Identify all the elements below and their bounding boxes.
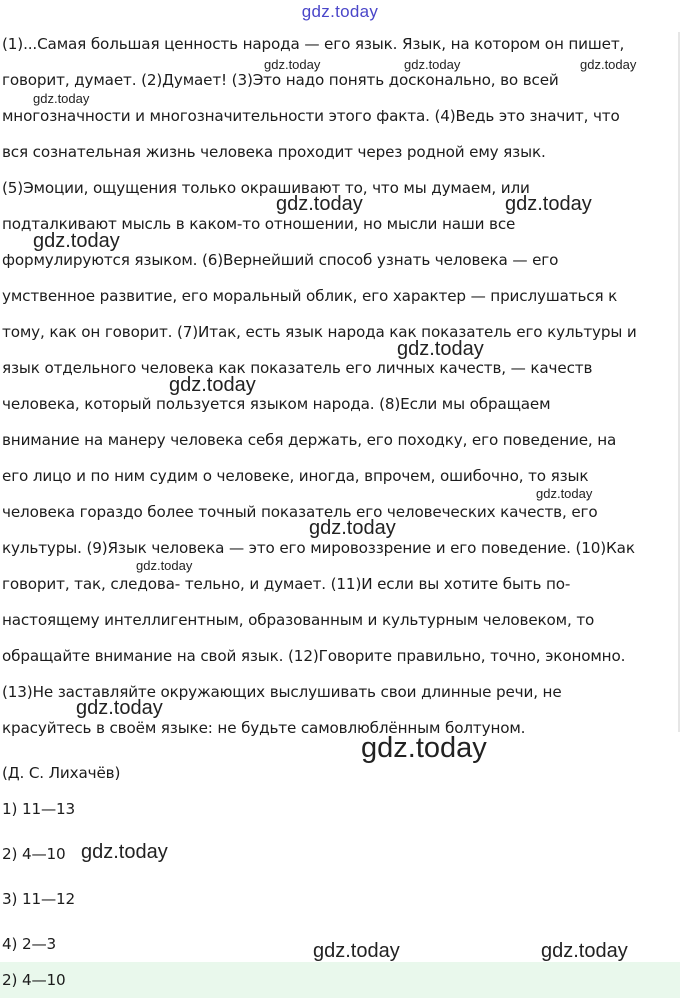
watermark: gdz.today bbox=[580, 57, 637, 72]
watermark: gdz.today bbox=[136, 558, 193, 573]
correct-answer-box bbox=[0, 962, 680, 998]
watermark: gdz.today bbox=[404, 57, 461, 72]
option-1: 1) 11—13 bbox=[2, 800, 76, 818]
watermark: gdz.today bbox=[169, 374, 256, 396]
passage-line: обращайте внимание на свой язык. (12)Говорите правильно, точно, экономно. bbox=[2, 647, 626, 665]
watermark: gdz.today bbox=[81, 841, 168, 863]
passage-line: формулируются языком. (6)Вернейший способ узнать человека — его bbox=[2, 251, 559, 269]
passage-line: (5)Эмоции, ощущения только окрашивают то, что мы думаем, или bbox=[2, 179, 530, 197]
passage-line: говорит, так, следова- тельно, и думает. (11)И если вы хотите быть по- bbox=[2, 575, 571, 593]
passage-line: тому, как он говорит. (7)Итак, есть язык народа как показатель его культуры и bbox=[2, 323, 637, 341]
watermark: gdz.today bbox=[309, 517, 396, 539]
watermark: gdz.today bbox=[76, 697, 163, 719]
watermark: gdz.today bbox=[397, 338, 484, 360]
correct-answer-label: 2) 4—10 bbox=[2, 971, 66, 989]
option-2: 2) 4—10 bbox=[2, 845, 66, 863]
passage-author: (Д. С. Лихачёв) bbox=[2, 764, 121, 782]
watermark: gdz.today bbox=[264, 57, 321, 72]
passage-line: внимание на манеру человека себя держать, его походку, его поведение, на bbox=[2, 431, 617, 449]
option-4: 4) 2—3 bbox=[2, 935, 57, 953]
passage-line: вся сознательная жизнь человека проходит через родной ему язык. bbox=[2, 143, 546, 161]
passage-line: человека, который пользуется языком народа. (8)Если мы обращаем bbox=[2, 395, 551, 413]
passage-line: подталкивают мысль в каком-то отношении, но мысли наши все bbox=[2, 215, 516, 233]
watermark: gdz.today bbox=[313, 940, 400, 962]
passage-line: (13)Не заставляйте окружающих выслушивать свои длинные речи, не bbox=[2, 683, 562, 701]
passage-line: (1)...Самая большая ценность народа — его язык. Язык, на котором он пишет, bbox=[2, 35, 625, 53]
passage-line: его лицо и по ним судим о человеке, иногда, впрочем, ошибочно, то язык bbox=[2, 467, 589, 485]
passage-line: настоящему интеллигентным, образованным и культурным человеком, то bbox=[2, 611, 595, 629]
passage-line: красуйтесь в своём языке: не будьте самовлюблённым болтуном. bbox=[2, 719, 526, 737]
watermark: gdz.today bbox=[276, 193, 363, 215]
watermark: gdz.today bbox=[536, 486, 593, 501]
watermark: gdz.today bbox=[33, 230, 120, 252]
passage-line: говорит, думает. (2)Думает! (3)Это надо понять досконально, во всей bbox=[2, 71, 559, 89]
passage-line: культуры. (9)Язык человека — это его мировоззрение и его поведение. (10)Как bbox=[2, 539, 635, 557]
site-logo[interactable]: gdz.today bbox=[301, 2, 379, 21]
passage-line: умственное развитие, его моральный облик, его характер — прислушаться к bbox=[2, 287, 618, 305]
option-3: 3) 11—12 bbox=[2, 890, 76, 908]
passage-line: язык отдельного человека как показатель его личных качеств, — качеств bbox=[2, 359, 593, 377]
watermark: gdz.today bbox=[541, 940, 628, 962]
passage-line: человека гораздо более точный показатель его человеческих качеств, его bbox=[2, 503, 598, 521]
passage-line: многозначности и многозначительности этого факта. (4)Ведь это значит, что bbox=[2, 107, 620, 125]
watermark: gdz.today bbox=[505, 193, 592, 215]
watermark: gdz.today bbox=[361, 732, 487, 764]
watermark: gdz.today bbox=[33, 91, 90, 106]
